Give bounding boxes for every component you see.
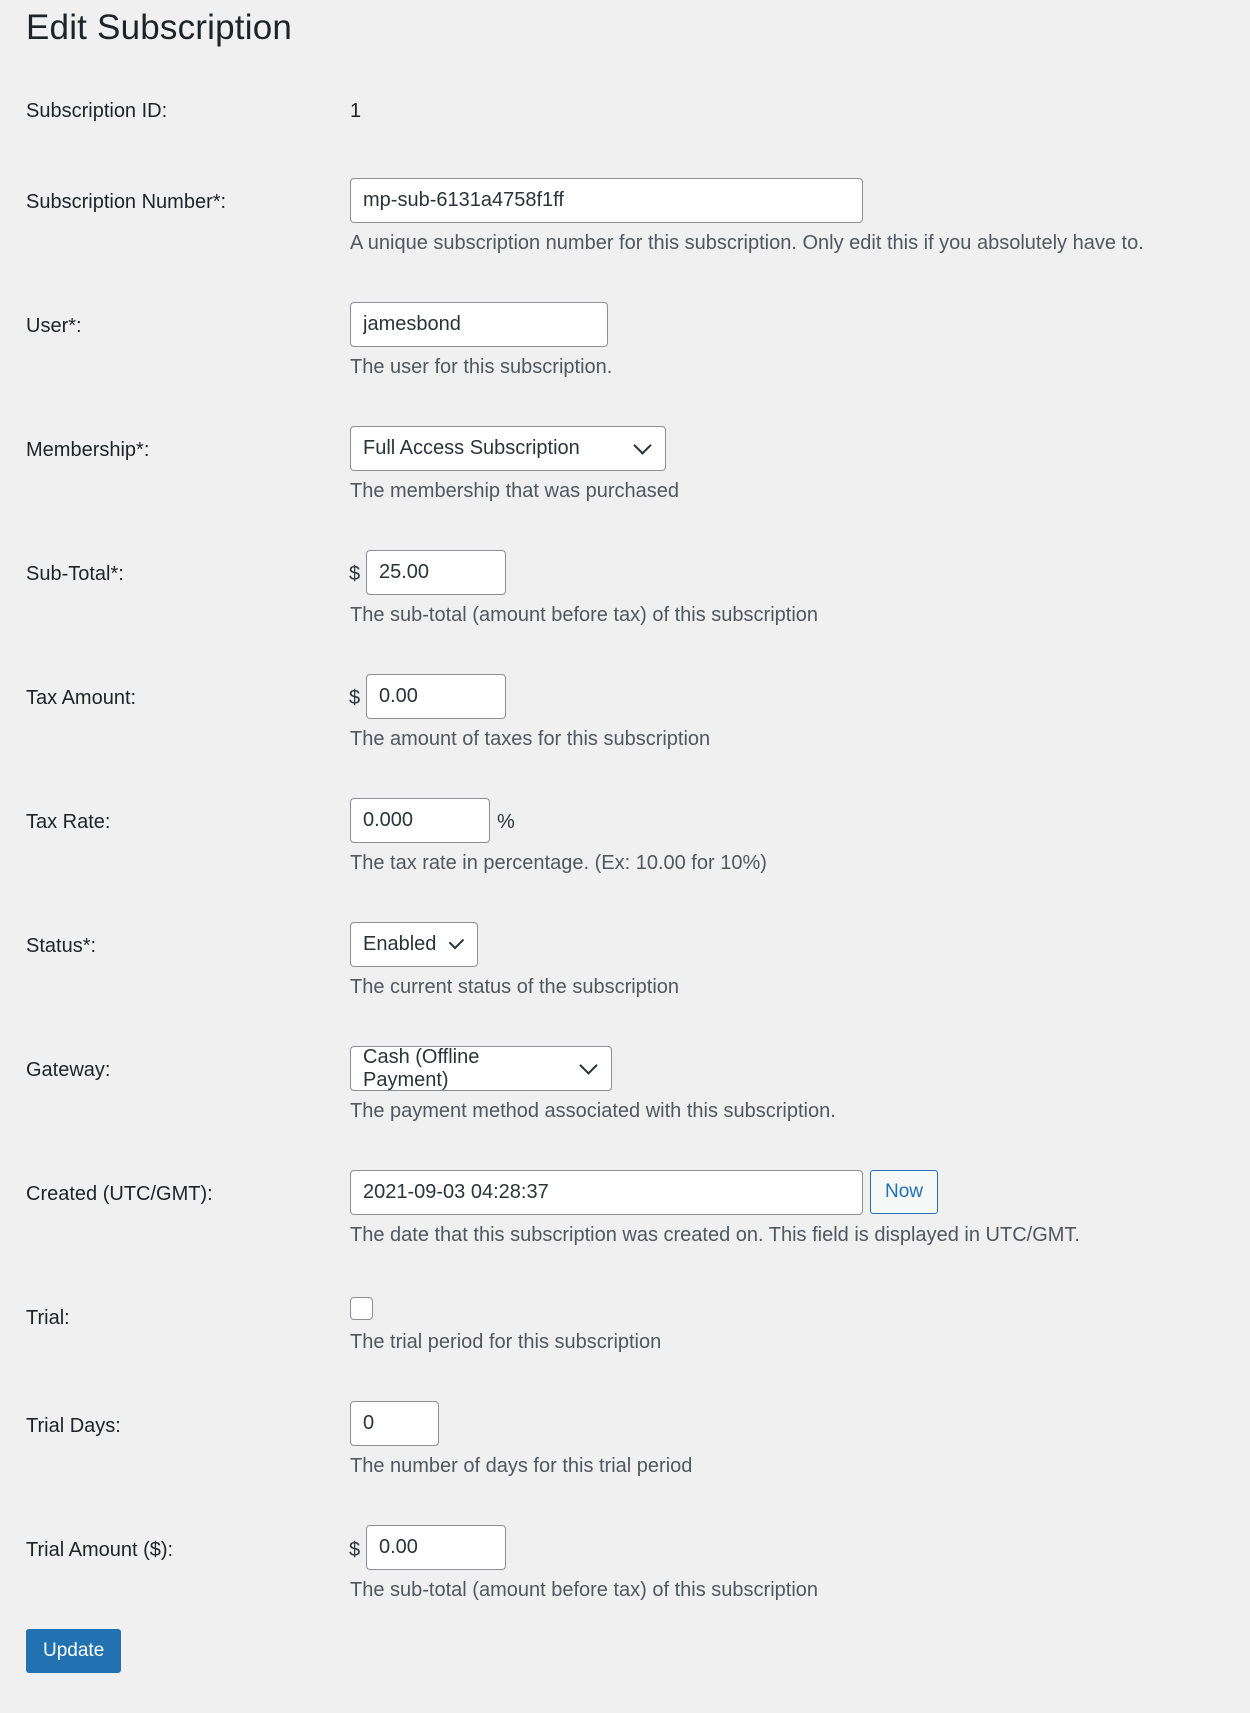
now-button[interactable]: Now	[870, 1170, 938, 1214]
trial-description: The trial period for this subscription	[350, 1331, 662, 1353]
trial-amount-description: The sub-total (amount before tax) of this subscription	[350, 1579, 819, 1601]
tax-rate-label: Tax Rate:	[26, 811, 111, 833]
status-selected-value: Enabled	[363, 933, 437, 955]
chevron-down-icon	[579, 1056, 597, 1074]
status-select[interactable]	[350, 922, 478, 967]
trial-checkbox[interactable]	[350, 1297, 373, 1320]
membership-description: The membership that was purchased	[350, 480, 680, 502]
trial-days-label: Trial Days:	[26, 1415, 121, 1437]
tax-rate-percent: %	[497, 811, 515, 833]
trial-days-input[interactable]	[350, 1401, 439, 1446]
trial-amount-currency: $	[349, 1539, 361, 1561]
sub-total-currency: $	[349, 563, 361, 585]
trial-days-description: The number of days for this trial period	[350, 1455, 693, 1477]
tax-amount-currency: $	[349, 687, 361, 709]
user-input[interactable]	[350, 302, 608, 347]
sub-total-label: Sub-Total*:	[26, 563, 124, 585]
sub-total-input[interactable]	[366, 550, 506, 595]
trial-label: Trial:	[26, 1307, 70, 1329]
subscription-id-value: 1	[350, 100, 362, 122]
page-title: Edit Subscription	[26, 8, 293, 47]
tax-amount-input[interactable]	[366, 674, 506, 719]
subscription-number-description: A unique subscription number for this subscription. Only edit this if you absolutely have to.	[350, 232, 1144, 254]
gateway-description: The payment method associated with this subscription.	[350, 1100, 836, 1122]
status-description: The current status of the subscription	[350, 976, 680, 998]
gateway-label: Gateway:	[26, 1059, 111, 1081]
subscription-id-label: Subscription ID:	[26, 100, 168, 122]
chevron-down-icon	[449, 934, 464, 949]
membership-selected-value: Full Access Subscription	[363, 437, 580, 459]
subscription-number-input[interactable]	[350, 178, 863, 223]
tax-amount-description: The amount of taxes for this subscription	[350, 728, 711, 750]
chevron-down-icon	[633, 436, 651, 454]
subscription-number-label: Subscription Number*:	[26, 191, 227, 213]
tax-amount-label: Tax Amount:	[26, 687, 137, 709]
gateway-selected-value: Cash (Offline Payment)	[363, 1045, 480, 1091]
created-label: Created (UTC/GMT):	[26, 1183, 213, 1205]
sub-total-description: The sub-total (amount before tax) of this subscription	[350, 604, 819, 626]
status-label: Status*:	[26, 935, 97, 957]
user-description: The user for this subscription.	[350, 356, 613, 378]
created-date-input[interactable]	[350, 1170, 863, 1215]
user-label: User*:	[26, 315, 82, 337]
membership-select[interactable]	[350, 426, 666, 471]
trial-amount-input[interactable]	[366, 1525, 506, 1570]
created-description: The date that this subscription was created on. This field is displayed in UTC/GMT.	[350, 1224, 1080, 1246]
gateway-select[interactable]	[350, 1046, 612, 1091]
trial-amount-label: Trial Amount ($):	[26, 1539, 174, 1561]
tax-rate-description: The tax rate in percentage. (Ex: 10.00 for 10%)	[350, 852, 767, 874]
membership-label: Membership*:	[26, 439, 150, 461]
tax-rate-input[interactable]	[350, 798, 490, 843]
update-button[interactable]: Update	[26, 1629, 121, 1673]
